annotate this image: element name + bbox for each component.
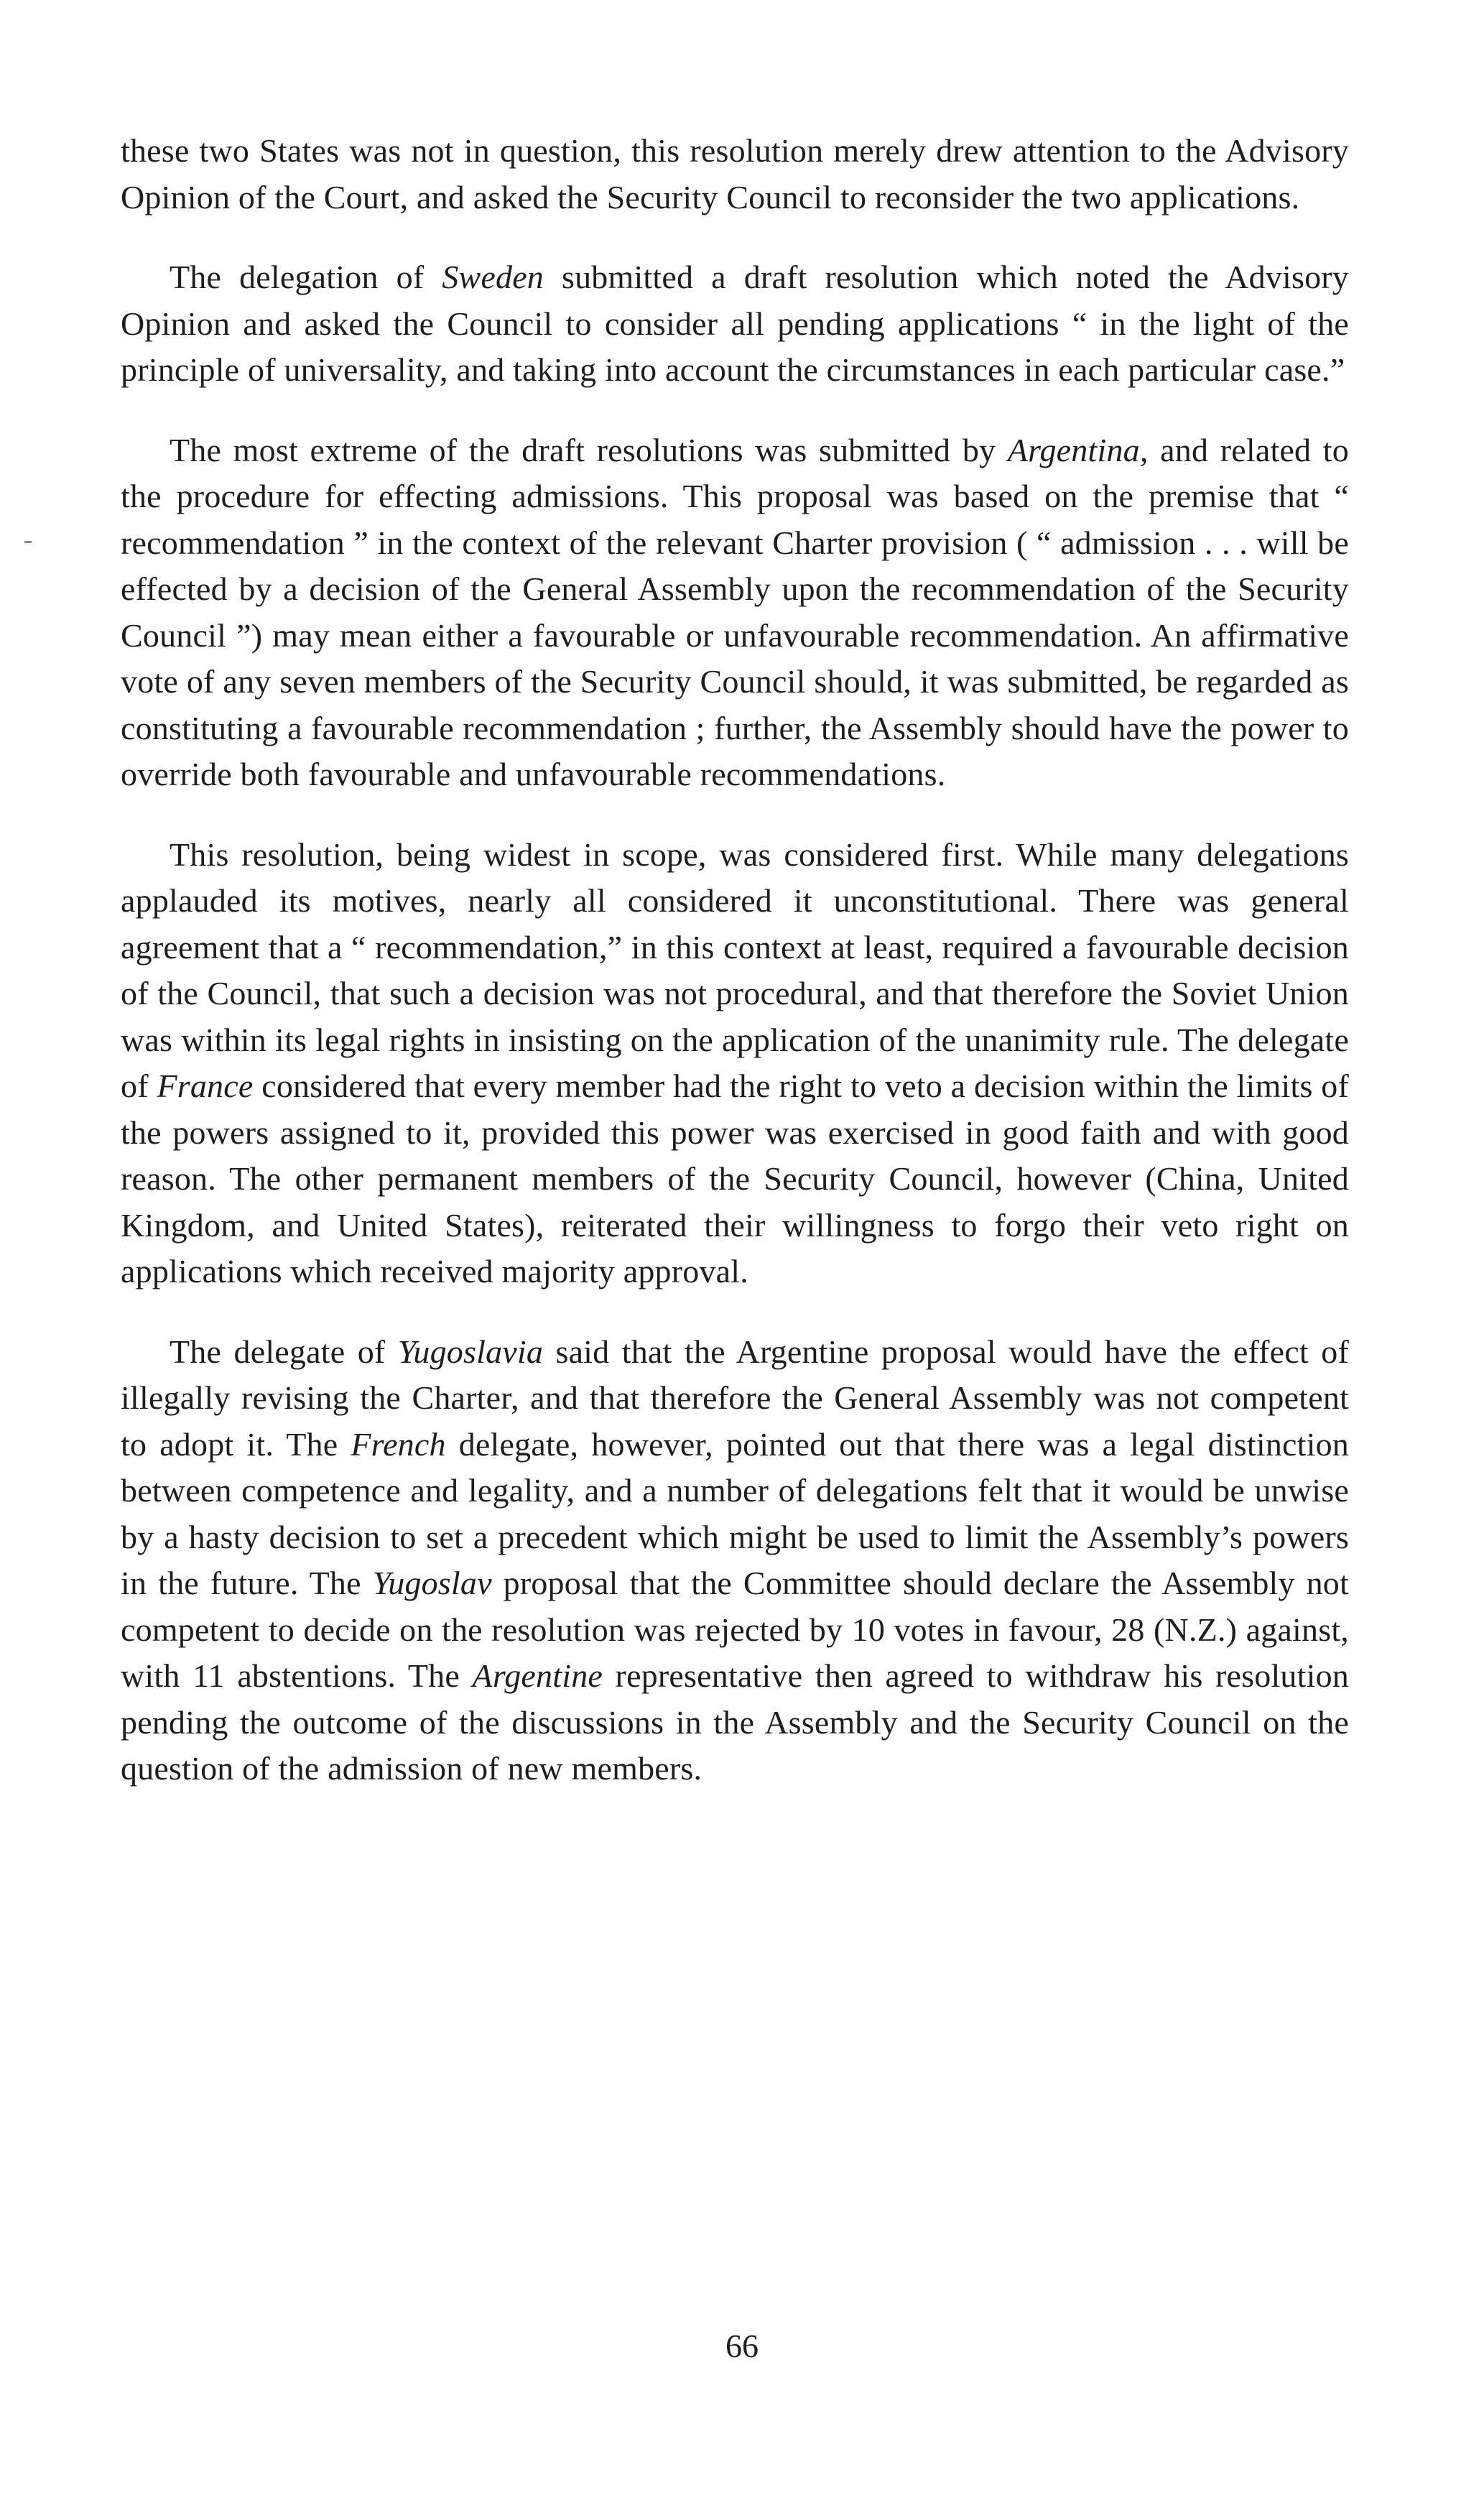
adjective-argentine: Argentine bbox=[472, 1657, 603, 1694]
margin-mark bbox=[24, 541, 32, 543]
paragraph-3 bbox=[121, 427, 1349, 798]
paragraph-5-text-2: said that the Argentine proposal would have the effect of illegally revising the Charter, and that therefore the General Assembly was not competent to adopt it. The bbox=[121, 1333, 1349, 1463]
paragraph-2-text-2: submitted a draft resolution which noted the Advisory Opinion and asked the Council to consider all pending applications “ in the light of the principle of universality, and taking into account the circumstances in each particular case.” bbox=[121, 259, 1349, 388]
country-name-argentina: Argentina, bbox=[1007, 431, 1149, 468]
paragraph-5-text-1: The delegate of bbox=[170, 1333, 398, 1370]
page-number: 66 bbox=[725, 2328, 759, 2364]
paragraph-5-text-5: representative then agreed to withdraw his resolution pending the outcome of the discussions in the Assembly and the Security Council on the question of the admission of new members. bbox=[121, 1657, 1349, 1787]
adjective-yugoslav: Yugoslav bbox=[372, 1565, 492, 1601]
paragraph-1: these two States was not in question, this resolution merely drew attention to the Advisory Opinion of the Court, and asked the Security Council to reconsider the two applications. bbox=[121, 132, 1349, 216]
country-name-yugoslavia: Yugoslavia bbox=[397, 1333, 544, 1370]
paragraph-4-text-1: This resolution, being widest in scope, was considered first. While many delegations applauded its motives, nearly all considered it unconstitutional. There was general agreement that a “ recommendation,” in this context at least, required a favourable decision of the Council, that such a decision was not procedural, and that therefore the Soviet Union was within its legal rights in insisting on the application of the unanimity rule. The delegate of bbox=[121, 835, 1349, 1104]
paragraph-2 bbox=[121, 254, 1349, 394]
text-column bbox=[121, 128, 1349, 1826]
paragraph-5-text-3: delegate, however, pointed out that there was a legal distinction between competence and legality, and a number of delegations felt that it would be unwise by a hasty decision to set a precedent which might be used to limit the Assembly’s powers in the future. The bbox=[121, 1425, 1350, 1601]
country-name-france: France bbox=[157, 1068, 254, 1104]
paragraph-4-text-2: considered that every member had the right to veto a decision within the limits of the powers assigned to it, provided this power was exercised in good faith and with good reason. The other permanent members of the Security Council, however (China, United Kingdom, and United States), reiterated their willingness to forgo their veto right on applications which received majority approval. bbox=[121, 1068, 1349, 1289]
paragraph-3-text-2: and related to the procedure for effecting admissions. This proposal was based on the premise that “ recommendation ” in the context of the relevant Charter provision ( “ admission . . . will be effected by a decision of the General Assembly upon the recommendation of the Security Council ”) may mean either a favourable or unfavourable recommendation. An affirmative vote of any seven members of the Security Council should, it was submitted, be regarded as constituting a favourable recommendation ; further, the Assembly should have the power to override both favourable and unfavourable recommendations. bbox=[121, 431, 1349, 792]
country-name-sweden: Sweden bbox=[442, 259, 544, 295]
adjective-french: French bbox=[351, 1425, 446, 1463]
paragraph-2-text-1: The delegation of bbox=[170, 259, 442, 295]
paragraph-4 bbox=[121, 832, 1349, 1295]
paragraph-3-text-1: The most extreme of the draft resolutions was submitted by bbox=[170, 431, 1008, 468]
paragraph-5 bbox=[121, 1329, 1349, 1792]
paragraph-5-text-4: proposal that the Committee should declare the Assembly not competent to decide on the resolution was rejected by 10 votes in favour, 28 (N.Z.) against, with 11 abstentions. The bbox=[121, 1565, 1349, 1694]
